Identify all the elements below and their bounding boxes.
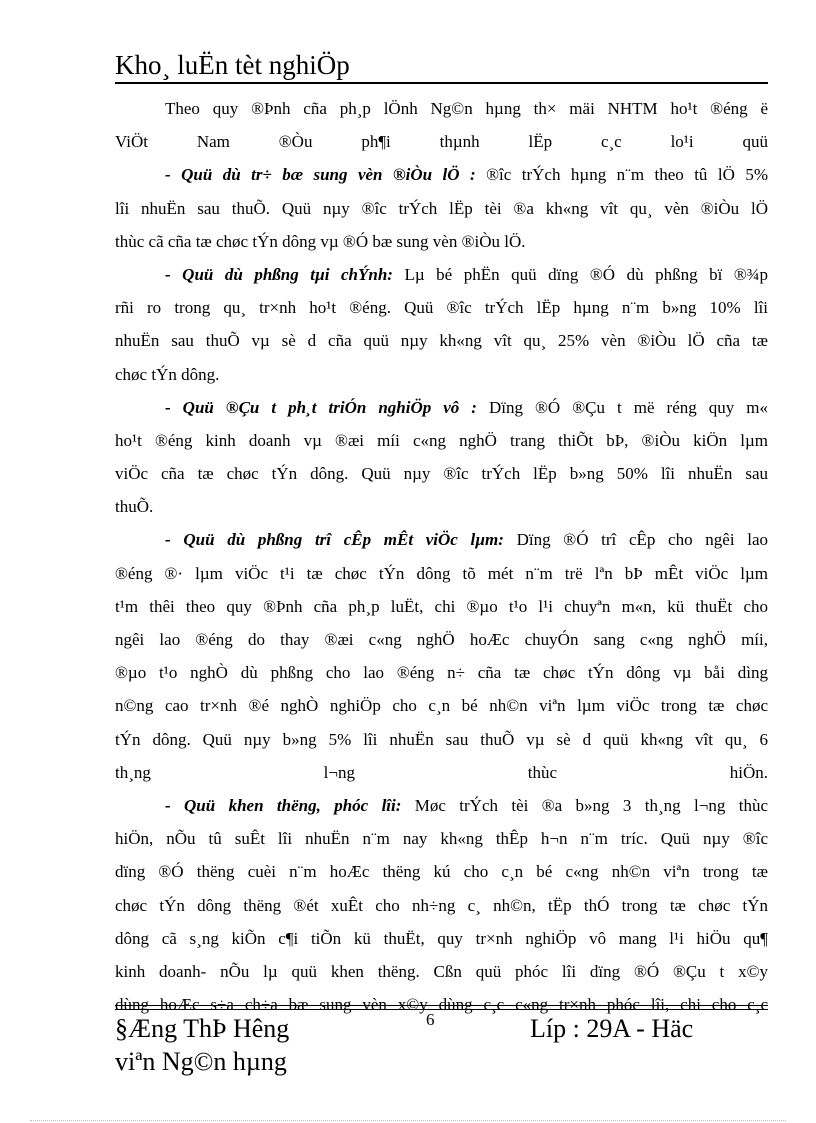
line-text: Dïng ®Ó ®Çu t më réng quy m« bbox=[489, 397, 768, 417]
text-line: tÝn dông. Quü nµy b»ng 5% lîi nhuËn sau thuÕ vµ sè d quü kh«ng vît qu¸ 6 bbox=[115, 729, 768, 749]
page-header-title: Kho¸ luËn tèt nghiÖp bbox=[115, 50, 350, 80]
paragraph-lead: - Quü dù phßng tµi chÝnh: bbox=[165, 264, 405, 284]
text-line bbox=[115, 258, 768, 291]
text-line: lîi nhuËn sau thuÕ. Quü nµy ®îc trÝch lËp tèi ®a kh«ng vît qu¸ vèn ®iÒu lÖ bbox=[115, 198, 768, 218]
line-text: Lµ bé phËn quü dïng ®Ó dù phßng bï ®¾p bbox=[404, 264, 768, 284]
line-text: Dïng ®Ó trî cÊp cho ngêi lao bbox=[516, 530, 768, 550]
text-line: thùc cã cña tæ chøc tÝn dông vµ ®Ó bæ sung vèn ®iÒu lÖ. bbox=[115, 231, 526, 251]
paragraph-lead: - Quü dù tr÷ bæ sung vèn ®iÒu lÖ : bbox=[165, 165, 487, 185]
footer-rule bbox=[115, 1005, 768, 1006]
text-line: rñi ro trong qu¸ tr×nh ho¹t ®éng. Quü ®îc trÝch lËp hµng n¨m b»ng 10% lîi bbox=[115, 298, 768, 318]
text-line: t¹m thêi theo quy ®Þnh cña ph¸p luËt, chi ®µo t¹o l¹i chuyªn m«n, kü thuËt cho bbox=[115, 596, 768, 616]
text-line bbox=[115, 789, 768, 822]
page-number: 6 bbox=[426, 1010, 435, 1029]
text-line: ViÖt Nam ®Òu ph¶i thµnh lËp c¸c lo¹i quü bbox=[115, 132, 768, 152]
footer-author-line: viªn Ng©n hµng bbox=[115, 1047, 287, 1076]
footer-author-line: §Æng ThÞ Hêng bbox=[115, 1014, 290, 1043]
footer-author bbox=[115, 1012, 289, 1078]
text-line: dông cã s¸ng kiÕn c¶i tiÕn kü thuËt, quy tr×nh nghiÖp vô mang l¹i hiÖu qu¶ bbox=[115, 928, 768, 948]
text-line bbox=[115, 523, 768, 556]
text-line: n©ng cao tr×nh ®é nghÒ nghiÖp cho c¸n bé nh©n viªn lµm viÖc trong tæ chøc bbox=[115, 696, 768, 716]
text-line: ®éng ®· lµm viÖc t¹i tæ chøc tÝn dông tõ mét n¨m trë lªn bÞ mÊt viÖc lµm bbox=[115, 563, 768, 583]
paragraph-lead: - Quü ®Çu t ph¸t triÓn nghiÖp vô : bbox=[165, 397, 489, 417]
paragraph-lead: - Quü khen thëng, phóc lîi: bbox=[165, 795, 415, 815]
text-line: viÖc cña tæ chøc tÝn dông. Quü nµy ®îc trÝch lËp b»ng 50% lîi nhuËn sau bbox=[115, 464, 768, 484]
line-text: ®îc trÝch hµng n¨m theo tû lÖ 5% bbox=[486, 165, 768, 185]
text-line: thuÕ. bbox=[115, 497, 154, 517]
text-line: nhuËn sau thuÕ vµ sè d cña quü nµy kh«ng vît qu¸ 25% vèn ®iÒu lÖ cña tæ bbox=[115, 331, 768, 351]
text-line: chøc tÝn dông thëng ®ét xuÊt cho nh÷ng c¸ nh©n, tËp thÓ trong tæ chøc tÝn bbox=[115, 895, 768, 915]
page-bottom-divider bbox=[30, 1120, 786, 1121]
header-rule bbox=[115, 82, 768, 84]
paragraph-lead: - Quü dù phßng trî cÊp mÊt viÖc lµm: bbox=[165, 530, 517, 550]
text-line: kinh doanh- nÕu lµ quü khen thëng. Cßn quü phóc lîi dïng ®Ó ®Çu t x©y bbox=[115, 961, 768, 981]
text-line: ho¹t ®éng kinh doanh vµ ®æi míi c«ng nghÖ trang thiÕt bÞ, ®iÒu kiÖn lµm bbox=[115, 430, 768, 450]
text-line: ngêi lao ®éng do thay ®æi c«ng nghÖ hoÆc chuyÓn sang c«ng nghÖ míi, bbox=[115, 630, 768, 649]
text-line: hiÖn, nÕu tû suÊt lîi nhuËn n¨m nay kh«ng thÊp h¬n n¨m tríc. Quü nµy ®îc bbox=[115, 829, 768, 849]
text-line: ®µo t¹o nghÒ dù phßng cho lao ®éng n÷ cña tæ chøc tÝn dông vµ båi dìng bbox=[115, 663, 768, 683]
text-line: dïng ®Ó thëng cuèi n¨m hoÆc thëng kú cho c¸n bé c«ng nh©n viªn trong tæ bbox=[115, 862, 768, 882]
text-line: dùng hoÆc s÷a ch÷a bæ sung vèn x©y dùng c¸c c«ng tr×nh phóc lîi, chi cho c¸c bbox=[115, 995, 768, 1015]
line-text: Møc trÝch tèi ®a b»ng 3 th¸ng l¬ng thùc bbox=[414, 795, 768, 815]
text-line: th¸ng l¬ng thùc hiÖn. bbox=[115, 762, 768, 782]
text-line: chøc tÝn dông. bbox=[115, 364, 220, 384]
body-text bbox=[115, 92, 768, 1021]
footer-class-label: Líp : 29A - Häc bbox=[530, 1014, 694, 1043]
text-line: Theo quy ®Þnh cña ph¸p lÖnh Ng©n hµng th× mäi NHTM ho¹t ®éng ë bbox=[165, 99, 768, 118]
text-line bbox=[115, 391, 768, 424]
footer-rule bbox=[115, 1009, 768, 1010]
text-line bbox=[115, 158, 768, 191]
